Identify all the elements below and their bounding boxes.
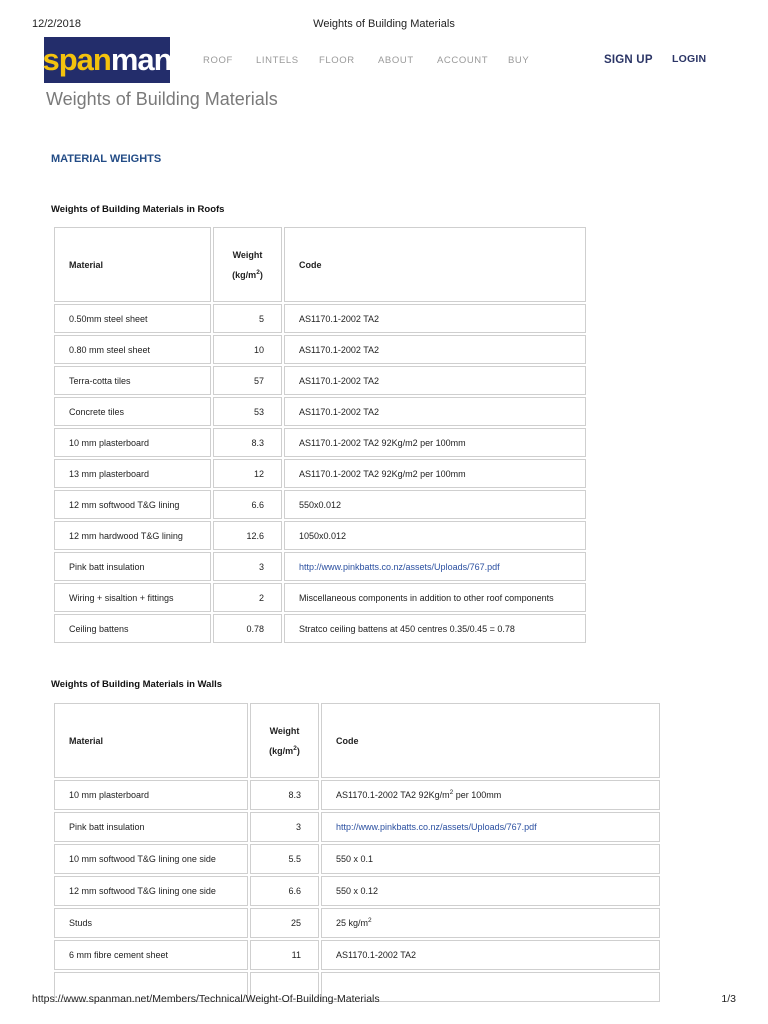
- unit-superscript: 2: [293, 744, 297, 752]
- nav-roof[interactable]: ROOF: [203, 55, 233, 66]
- weight-cell: 0.78: [213, 614, 282, 643]
- weight-cell: 6.6: [213, 490, 282, 519]
- code-cell: [284, 397, 586, 426]
- code-cell: [284, 304, 586, 333]
- nav-floor[interactable]: FLOOR: [319, 55, 355, 66]
- material-cell: 12 mm softwood T&G lining one side: [54, 876, 248, 906]
- unit-close: ): [259, 269, 263, 280]
- code-cell: [284, 583, 586, 612]
- header-weight: [213, 227, 282, 302]
- code-text: AS1170.1-2002 TA2: [299, 313, 380, 324]
- code-text: Miscellaneous components in addition to other roof components: [299, 592, 554, 603]
- code-superscript: 2: [368, 917, 372, 924]
- weight-cell: 11: [250, 940, 319, 970]
- unit-superscript: 2: [256, 268, 260, 276]
- table-row: [54, 812, 660, 842]
- nav-account[interactable]: ACCOUNT: [437, 55, 489, 66]
- unit-close: ): [296, 745, 300, 756]
- code-cell: [284, 335, 586, 364]
- sign-up-link[interactable]: SIGN UP: [604, 54, 653, 66]
- header-code: Code: [321, 703, 660, 778]
- code-cell: [321, 940, 660, 970]
- table-row: [54, 583, 586, 612]
- material-cell: 13 mm plasterboard: [54, 459, 211, 488]
- unit-text: (kg/m: [269, 745, 294, 756]
- code-cell: [321, 876, 660, 906]
- code-cell: [321, 812, 660, 842]
- code-text: 1050x0.012: [299, 530, 347, 541]
- material-cell: Studs: [54, 908, 248, 938]
- walls-table: [52, 701, 662, 1004]
- material-cell: 12 mm softwood T&G lining: [54, 490, 211, 519]
- weight-cell: 12.6: [213, 521, 282, 550]
- page-title: Weights of Building Materials: [46, 89, 278, 109]
- code-cell: [284, 521, 586, 550]
- table-header-row: [54, 703, 660, 778]
- code-text: AS1170.1-2002 TA2 92Kg/m: [336, 790, 450, 800]
- print-date: 12/2/2018: [32, 18, 81, 30]
- header-weight: [250, 703, 319, 778]
- code-superscript: 2: [449, 789, 454, 796]
- material-cell: Pink batt insulation: [54, 812, 248, 842]
- weight-cell: 8.3: [213, 428, 282, 457]
- header-weight-unit: [251, 741, 318, 761]
- login-link[interactable]: LOGIN: [672, 53, 707, 65]
- material-cell: 10 mm plasterboard: [54, 780, 248, 810]
- code-text: 550x0.012: [299, 499, 342, 510]
- code-link[interactable]: http://www.pinkbatts.co.nz/assets/Uploads/767.pdf: [336, 822, 537, 832]
- header-material: Material: [54, 227, 211, 302]
- table-row: [54, 844, 660, 874]
- code-cell: [321, 844, 660, 874]
- weight-cell: 6.6: [250, 876, 319, 906]
- table-row: [54, 490, 586, 519]
- material-cell: Wiring + sisaltion + fittings: [54, 583, 211, 612]
- print-url: https://www.spanman.net/Members/Technical/Weight-Of-Building-Materials: [32, 993, 380, 1005]
- table-row: [54, 614, 586, 643]
- code-text: Stratco ceiling battens at 450 centres 0.35/0.45 = 0.78: [299, 623, 515, 634]
- weight-cell: 3: [250, 812, 319, 842]
- table-row: [54, 940, 660, 970]
- table-row: [54, 366, 586, 395]
- weight-cell: 3: [213, 552, 282, 581]
- material-cell: 12 mm hardwood T&G lining: [54, 521, 211, 550]
- table-header-row: [54, 227, 586, 302]
- header-weight-unit: [214, 265, 281, 285]
- logo-text-span: span: [42, 42, 111, 77]
- logo-text-man: man: [110, 42, 172, 77]
- table-row: [54, 552, 586, 581]
- code-text: 25 kg/m: [336, 918, 369, 928]
- code-text: AS1170.1-2002 TA2: [299, 406, 380, 417]
- table-row: [54, 876, 660, 906]
- roofs-heading: Weights of Building Materials in Roofs: [51, 204, 225, 215]
- table-row: [54, 335, 586, 364]
- table-row: [54, 521, 586, 550]
- code-cell: [284, 366, 586, 395]
- nav-lintels[interactable]: LINTELS: [256, 55, 299, 66]
- code-text: AS1170.1-2002 TA2: [299, 344, 380, 355]
- material-cell: Ceiling battens: [54, 614, 211, 643]
- weight-cell: 5: [213, 304, 282, 333]
- print-page-number: 1/3: [721, 993, 736, 1005]
- table-row: [54, 397, 586, 426]
- material-cell: 0.50mm steel sheet: [54, 304, 211, 333]
- material-cell: Concrete tiles: [54, 397, 211, 426]
- header-weight-label: Weight: [269, 725, 300, 736]
- material-cell: 10 mm plasterboard: [54, 428, 211, 457]
- code-text: AS1170.1-2002 TA2 92Kg/m2 per 100mm: [299, 468, 466, 479]
- code-text: 550 x 0.1: [336, 854, 374, 864]
- code-cell: [284, 614, 586, 643]
- header-weight-label: Weight: [232, 249, 263, 260]
- table-row: [54, 428, 586, 457]
- code-text: AS1170.1-2002 TA2: [336, 950, 417, 960]
- print-title: Weights of Building Materials: [313, 18, 455, 30]
- weight-cell: 10: [213, 335, 282, 364]
- table-row: [54, 780, 660, 810]
- table-row: [54, 304, 586, 333]
- section-heading: MATERIAL WEIGHTS: [51, 153, 162, 165]
- code-cell: [321, 908, 660, 938]
- nav-buy[interactable]: BUY: [508, 55, 530, 66]
- weight-cell: 53: [213, 397, 282, 426]
- table-row: [54, 908, 660, 938]
- material-cell: Pink batt insulation: [54, 552, 211, 581]
- material-cell: 10 mm softwood T&G lining one side: [54, 844, 248, 874]
- weight-cell: 8.3: [250, 780, 319, 810]
- print-header: [0, 18, 768, 32]
- material-cell: 0.80 mm steel sheet: [54, 335, 211, 364]
- spanman-logo[interactable]: [44, 37, 170, 83]
- code-text: AS1170.1-2002 TA2 92Kg/m2 per 100mm: [299, 437, 466, 448]
- walls-heading: Weights of Building Materials in Walls: [51, 679, 223, 690]
- code-text: AS1170.1-2002 TA2: [299, 375, 380, 386]
- material-cell: 6 mm fibre cement sheet: [54, 940, 248, 970]
- weight-cell: 12: [213, 459, 282, 488]
- weight-cell: 2: [213, 583, 282, 612]
- weight-cell: 5.5: [250, 844, 319, 874]
- nav-about[interactable]: ABOUT: [378, 55, 414, 66]
- code-tail: per 100mm: [453, 790, 502, 800]
- roofs-table: [52, 225, 588, 645]
- table-row: [54, 459, 586, 488]
- code-cell: [284, 552, 586, 581]
- header-code: Code: [284, 227, 586, 302]
- header-material: Material: [54, 703, 248, 778]
- material-cell: Terra-cotta tiles: [54, 366, 211, 395]
- code-link[interactable]: http://www.pinkbatts.co.nz/assets/Uploads/767.pdf: [299, 561, 500, 572]
- code-cell: [284, 490, 586, 519]
- weight-cell: 57: [213, 366, 282, 395]
- code-cell: [321, 780, 660, 810]
- weight-cell: 25: [250, 908, 319, 938]
- code-cell: [284, 428, 586, 457]
- code-text: 550 x 0.12: [336, 886, 379, 896]
- unit-text: (kg/m: [232, 269, 257, 280]
- code-cell: [284, 459, 586, 488]
